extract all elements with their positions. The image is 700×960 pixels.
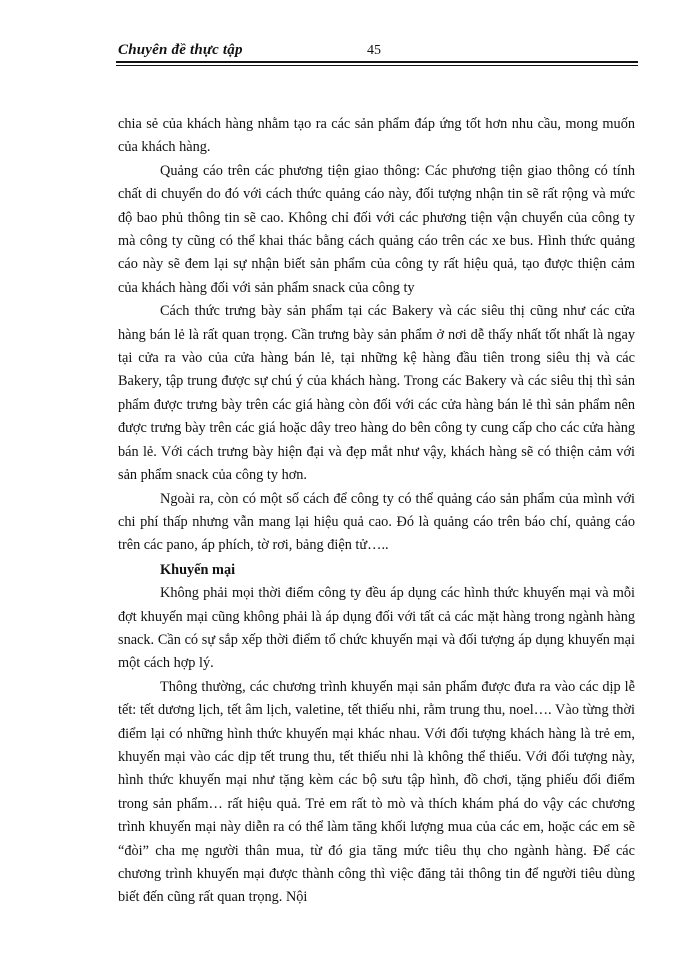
paragraph: Ngoài ra, còn có một số cách để công ty có thể quảng cáo sản phẩm của mình với chi phí thấp nhưng vẫn mang lại hiệu quả cao. Đó là quảng cáo trên báo chí, quảng cáo trên các pano, áp phích, tờ rơi, bảng điện tử…..	[118, 490, 635, 554]
body-text	[118, 113, 635, 910]
paragraph: Không phải mọi thời điểm công ty đều áp dụng các hình thức khuyến mại và mỗi đợt khuyến mại cũng không phải là áp dụng đối với tất cả các mặt hàng trong ngành hàng snack. Cần có sự sắp xếp thời điểm tổ chức khuyến mại và đối tượng áp dụng khuyến mại một cách hợp lý.	[118, 585, 635, 672]
header-rule-thin	[116, 65, 638, 66]
paragraph: Thông thường, các chương trình khuyến mại sản phẩm được đưa ra vào các dịp lễ tết: tết dương lịch, tết âm lịch, valetine, tết thiếu nhi, rằm trung thu, noel…. Vào từng thời điểm lại có những hình thức khuyến mại khác nhau. Với đối tượng khách hàng là trẻ em, khuyến mại vào các dịp tết trung thu, tết thiếu nhi là không thể thiếu. Với đối tượng này, hình thức khuyến mại như tặng kèm các bộ sưu tập hình, đồ chơi, tặng phiếu đổi điểm trong sản phẩm… rất hiệu quả. Trẻ em rất tò mò và thích khám phá do vậy các chương trình khuyến mại này diễn ra có thể làm tăng khối lượng mua của các em, hoặc các em sẽ “đòi” cha mẹ người thân mua, từ đó gia tăng mức tiêu thụ cho ngành hàng. Để các chương trình khuyến mại được thành công thì việc đăng tải thông tin để người tiêu dùng biết đến cũng rất quan trọng. Nội	[118, 678, 635, 906]
header-rule	[116, 61, 638, 63]
header-title: Chuyên đề thực tập	[118, 42, 243, 58]
paragraph: Cách thức trưng bày sản phẩm tại các Bakery và các siêu thị cũng như các cửa hàng bán lẻ là rất quan trọng. Cần trưng bày sản phẩm ở nơi dễ thấy nhất tốt nhất là ngay tại cửa ra vào của cửa hàng bán lẻ, tại những kệ hàng đầu tiên trong siêu thị và các Bakery, tập trung được sự chú ý của khách hàng. Trong các Bakery và các siêu thị thì sản phẩm được trưng bày trên các giá hàng còn đối với các cửa hàng bán lẻ thì sản phẩm nên được trưng bày trên các giá hoặc dây treo hàng do bên công ty cung cấp cho các cửa hàng bán lẻ. Với cách trưng bày hiện đại và đẹp mắt như vậy, khách hàng sẽ có thiện cảm với sản phẩm snack của công ty hơn.	[118, 303, 635, 484]
paragraph: Quảng cáo trên các phương tiện giao thông: Các phương tiện giao thông có tính chất di chuyển do đó với cách thức quảng cáo này, đối tượng nhận tin sẽ rất rộng và mức độ bao phủ thông tin sẽ cao. Không chỉ đối với các phương tiện vận chuyển của công ty mà công ty cũng có thể khai thác bằng cách quảng cáo trên các xe bus. Hình thức quảng cáo này sẽ đem lại sự nhận biết sản phẩm của công ty rất hiệu quả, tạo được thiện cảm của khách hàng đối với sản phẩm snack của công ty	[118, 162, 635, 296]
page-number: 45	[367, 43, 381, 58]
page-header	[118, 40, 638, 62]
paragraph: chia sẻ của khách hàng nhằm tạo ra các sản phẩm đáp ứng tốt hơn nhu cầu, mong muốn của khách hàng.	[118, 116, 635, 156]
section-heading: Khuyến mại	[160, 561, 236, 578]
